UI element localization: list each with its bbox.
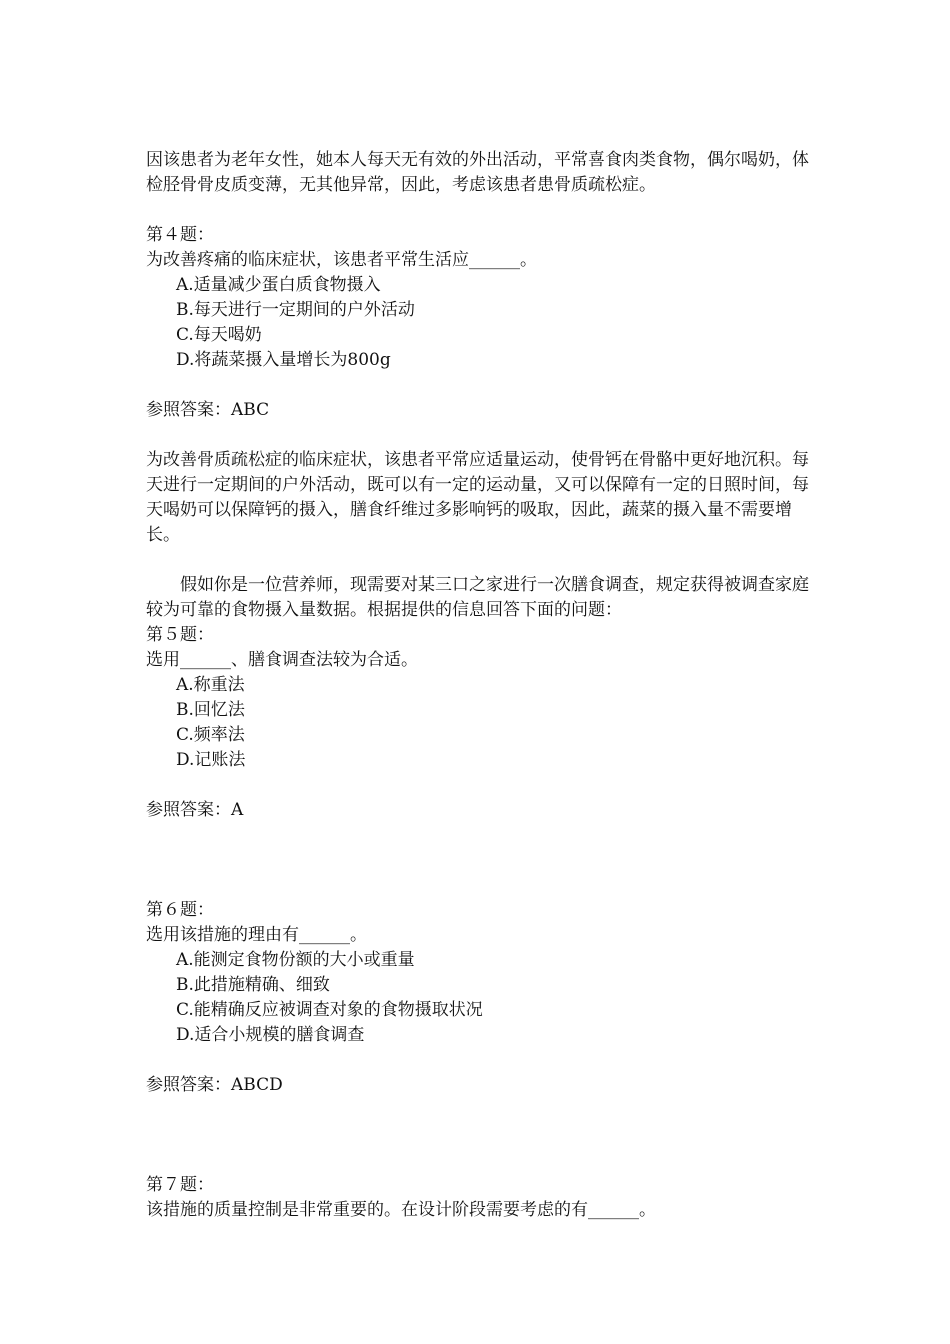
document-page — [146, 148, 816, 1223]
q4-option-b: B.每天进行一定期间的户外活动 — [176, 300, 415, 320]
q4-stem: 为改善疼痛的临床症状，该患者平常生活应______。 — [146, 250, 537, 270]
q4-answer: 参照答案：ABC — [146, 400, 270, 420]
q7-label: 第７题： — [146, 1175, 214, 1195]
case-description: 假如你是一位营养师，现需要对某三口之家进行一次膳食调查，规定获得被调查家庭较为可靠的食物摄入量数据。根据提供的信息回答下面的问题： — [146, 575, 809, 620]
q6-option-d: D.适合小规模的膳食调查 — [176, 1025, 365, 1045]
q5-option-c: C.频率法 — [176, 725, 245, 745]
q4-explanation: 为改善骨质疏松症的临床症状，该患者平常应适量运动，使骨钙在骨骼中更好地沉积。每天进行一定期间的户外活动，既可以有一定的运动量，又可以保障有一定的日照时间，每天喝奶可以保障钙的摄入，膳食纤维过多影响钙的吸取，因此，蔬菜的摄入量不需要增长。 — [146, 450, 809, 545]
q6-label: 第６题： — [146, 900, 214, 920]
q4-label: 第４题： — [146, 225, 214, 245]
q6-stem: 选用该措施的理由有______。 — [146, 925, 367, 945]
q5-stem: 选用______、膳食调查法较为合适。 — [146, 650, 418, 670]
q7-stem: 该措施的质量控制是非常重要的。在设计阶段需要考虑的有______。 — [146, 1200, 656, 1220]
q4-option-a: A.适量减少蛋白质食物摄入 — [176, 275, 381, 295]
q5-option-b: B.回忆法 — [176, 700, 245, 720]
q4-option-d: D.将蔬菜摄入量增长为800g — [176, 350, 391, 370]
q5-label: 第５题： — [146, 625, 214, 645]
q5-option-a: A.称重法 — [176, 675, 245, 695]
q3-explanation: 因该患者为老年女性，她本人每天无有效的外出活动，平常喜食肉类食物，偶尔喝奶，体检胫骨骨皮质变薄，无其他异常，因此，考虑该患者患骨质疏松症。 — [146, 150, 809, 195]
q6-option-a: A.能测定食物份额的大小或重量 — [176, 950, 415, 970]
q5-option-d: D.记账法 — [176, 750, 246, 770]
q6-option-b: B.此措施精确、细致 — [176, 975, 330, 995]
q6-answer: 参照答案：ABCD — [146, 1075, 283, 1095]
q6-option-c: C.能精确反应被调查对象的食物摄取状况 — [176, 1000, 483, 1020]
q4-option-c: C.每天喝奶 — [176, 325, 262, 345]
q5-answer: 参照答案：A — [146, 800, 244, 820]
